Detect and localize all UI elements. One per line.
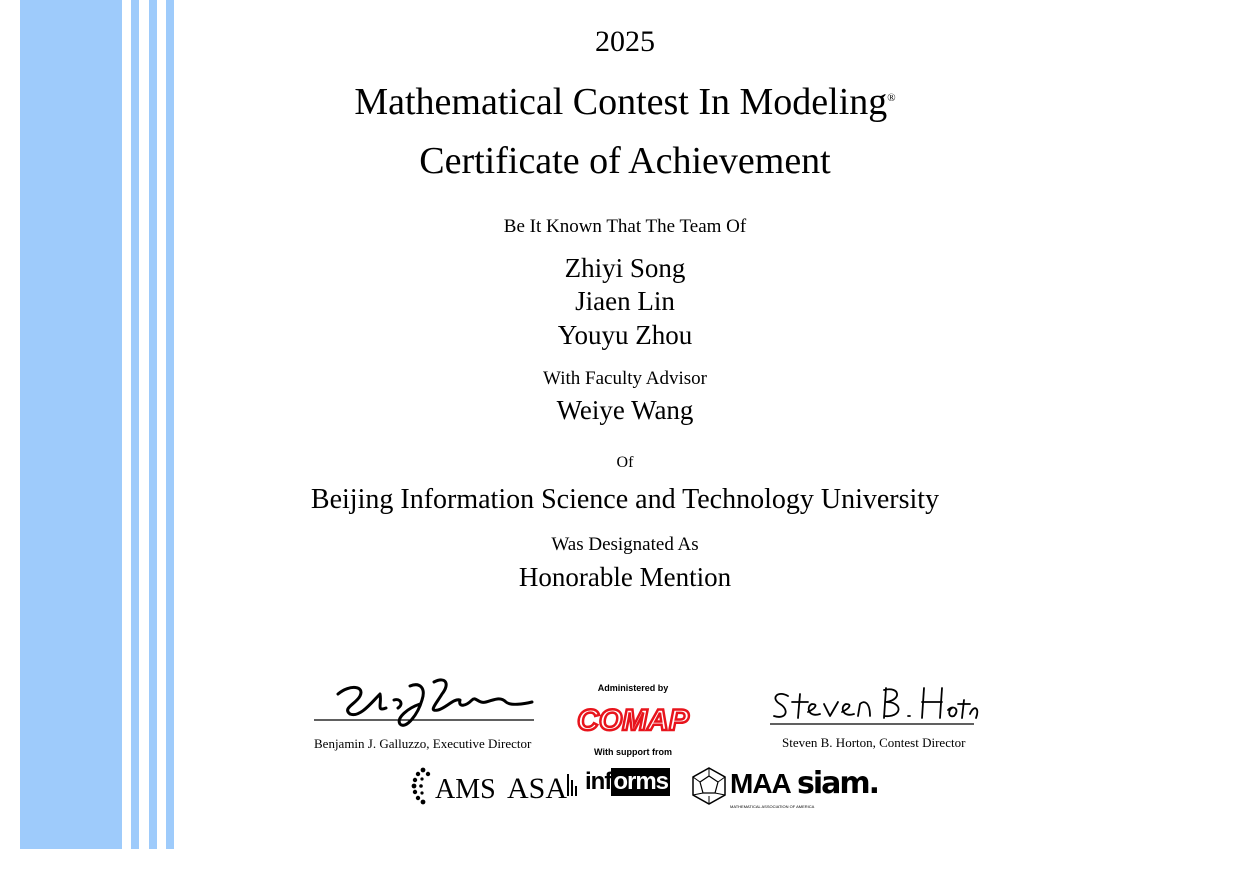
- left-signature-caption: Benjamin J. Galluzzo, Executive Director: [314, 736, 532, 751]
- known-phrase: Be It Known That The Team Of: [503, 216, 747, 237]
- award-name: Honorable Mention: [518, 562, 732, 592]
- support-label: With support from: [594, 747, 672, 757]
- maa-polyhedron-icon: [690, 766, 728, 806]
- contest-title: [0, 80, 1250, 124]
- informs-text-part2: orms: [613, 768, 669, 795]
- ams-text: AMS: [435, 774, 496, 805]
- advisor-name: Weiye Wang: [556, 395, 694, 425]
- certificate-title: Certificate of Achievement: [419, 140, 831, 182]
- comap-logo-icon: [577, 694, 689, 744]
- right-signature-caption: Steven B. Horton, Contest Director: [782, 735, 966, 750]
- team-member: Zhiyi Song: [564, 253, 686, 283]
- registered-mark: ®: [887, 92, 896, 104]
- ams-dots-icon: [411, 766, 435, 810]
- asa-logo: [507, 768, 579, 806]
- informs-logo: [585, 768, 670, 806]
- ams-logo: [411, 766, 496, 815]
- team-member: Youyu Zhou: [557, 320, 693, 350]
- signature-graphic: [768, 680, 978, 732]
- maa-subtitle: MATHEMATICAL ASSOCIATION OF AMERICA: [730, 804, 815, 809]
- asa-bars-icon: [567, 768, 579, 798]
- advisor-label: With Faculty Advisor: [543, 368, 707, 389]
- maa-logo: [690, 766, 815, 810]
- siam-logo: [797, 766, 878, 801]
- signature-graphic: [310, 674, 542, 736]
- team-member: Jiaen Lin: [575, 286, 675, 316]
- comap-block: [577, 680, 689, 760]
- asa-text: ASA: [507, 772, 568, 805]
- of-label: Of: [616, 454, 634, 471]
- executive-director-signature: [310, 674, 542, 754]
- administered-by-label: Administered by: [597, 683, 669, 693]
- institution-name: Beijing Information Science and Technology University: [310, 484, 940, 515]
- comap-logo-text: COMAP: [577, 704, 689, 737]
- designation-label: Was Designated As: [551, 534, 699, 555]
- informs-text-part1: inf: [585, 768, 612, 795]
- maa-text: MAA: [730, 768, 791, 799]
- certificate-year: 2025: [595, 25, 655, 58]
- contest-name: Mathematical Contest In Modeling: [354, 81, 888, 123]
- siam-text: siam.: [797, 766, 879, 801]
- sponsor-logos: [405, 760, 895, 812]
- contest-director-signature: [768, 680, 978, 754]
